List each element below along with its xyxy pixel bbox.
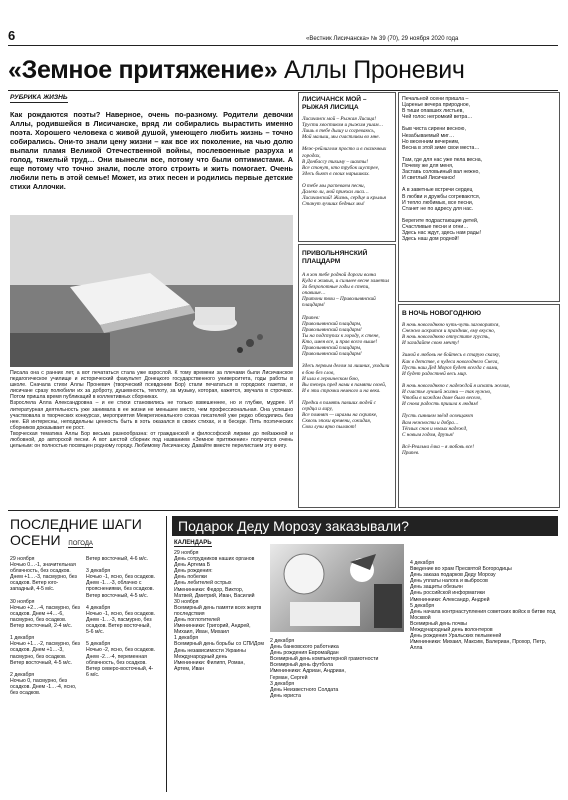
calendar-tag: КАЛЕНДАРЬ <box>174 540 212 546</box>
weather-col2: Ветер восточный, 4-6 м/с. 3 декабря Ночью -1, ясно, без осадков. Днем -1…-3, облачно с прояснениями, без осадков. Ветер восточный, 4-5 м/с. 4 декабря Ночью -1, ясно, без осадков. Днем -1…-3, пасмурно, без осадков. Ветер восточный, 5-6 м/с. 5 декабря Ночью -2, ясно, без осадков. Днем -2…-4, переменная облачность, без осадков. Ветер северо-восточный, 4-6 м/с. <box>86 556 156 678</box>
weather-title-line2: ОСЕНИ <box>10 532 61 548</box>
santa-illustration <box>270 544 404 632</box>
weather-title-line1: ПОСЛЕДНИЕ ШАГИ <box>10 516 142 532</box>
body-text: Писала она с ранних лет, а вот печататься стала уже взрослой. К тому времени за плечами были Лисичанское педагогическое училище и исторический факультет Донецкого государственного университета, годы работы в школе. Сначала стихи Аллы Проневич (творческий псевдоним Бор) стали печататься в городских газетах, и лисичане сразу полюбили их за доброту, душевность, теплоту, за музыку, которая, кажется, звучала в строчках. Потом пришла время публикаций в коллективных сборниках. Взрослела Алла Александровна – и ее стихи становились не только взвешеннее, но и глубже, мудрее. И литературная деятельность уже занимала в ее жизни не меньшее место, чем профессиональная. Она успешно участвовала в творческих конкурсах, мероприятия Межрегионального союза писателей уже редко обходились без нее. Ей интересны, неподдельны ценность быть в хоть оказался в своих стихах, и в беседе. Пять поэтических сборников доказывает ее рост. Творческая тематика Аллы Бор весьма разнообразна: от гражданской и философской лирики до пейзажной и любовной, до авторской песни. А вот шестой сборник под названием «Земное притяжение» получился очень цельным: он полностью посвящен родному городу. Любимому Лисичанску. Давайте вместе перелистаем эту книгу. <box>10 370 293 450</box>
calendar-left: 29 ноября День сотрудников наших органов День Артема Б День рождения: День побелки День лебителей острых Именинники: Федор, Виктор, Матвей, Дмитрий, Иван, Василий 30 ноября Всемирный день памяти всех жертв последствия День поглотителей Именинники: Григорий, Андрей, Михаил, Иван, Михаил 1 декабря Всемирный день борьбы со СПИДом День независимости Украины Международный день Именинники: Филипп, Роман, Артем, Иван <box>174 550 264 672</box>
header-rule <box>8 45 558 46</box>
lead-text: Как рождаются поэты? Наверное, очень по-разному. Родители девочки Аллы, родившейся в Лисичанске, вряд ли собирались вырастить именно поэта. Хорошего человека с живой душой, умеющего любить жизнь – точно собирались. Они-то знали цену жизни – как все их поколение, на чью долю выпали пламя Великой Отечественной войны, послевоенные разруха и голод, тяжелый труд… Они вынесли все, потому что были оптимистами. А еще потому что точно знали, после этого строить и жить помогает. Очень любили петь в этой семье! Может, из этих песен и родились первые детские стихи Аллочки. <box>10 110 293 191</box>
weather-title <box>10 516 168 552</box>
section-rule <box>8 510 558 511</box>
poem-fox-title: ЛИСИЧАНСК МОЙ – РЫЖАЯ ЛИСИЦА <box>302 96 367 111</box>
poem-fox-text: Лисичанск мой – Рыжая Лисица! Трусти хвостиком и рыжим ушам… Лишь в тебе дышу и согреваюсь, Мой малыш, мы счастливы во мне. Меж-рейлиглом просто и в сказочных городах, В Донбассу тихиму – шахты! Все стонут, кто трубок шустрее, Здесь бьют в своих нарышках. О тебе мы распеваем песни, Далеко ли, мой приехал лиса… Лисичанский! Жизнь, сердце и крылья Станут лучших бедных мы! <box>302 116 387 208</box>
calendar-mid: 2 декабря День банковского работника День рождения Евромайдан Всемирный день компьютерной грамотности Всемирный день футбола Именинники: Адриан, Андриан, Герман, Сергей 3 декабря День Неизвестного Солдата День юриста <box>270 638 379 699</box>
poem-newyear-text: В ночь новогоднюю чуть-чуть заговорится, Снежно искрится и праздник, ему вкусно, В ночь новогоднюю отпустите грусть, И загадайте свою мечту! Зимой в любовь не бойтесь в старую сказку, Как в детстве, в чудеса новогоднего Снега, Пусть наш Дед Мороз будет всегда с вами, И будет радостней весь мир. В ночь новогоднюю с надеждой я искать желая, И счастье лучшей жизни — так нужно, Чтобы в каждом доме было весело, И снова радость пришла к людям! Пусть сиянием звёзд освещают Вам нежности и добра… Тёплых снов и новых надежд, С новым годом, друзья! Всё-Реальна ёлка – я любовь все! Припев. <box>402 322 510 456</box>
calendar-right: 4 декабря Введение во храм Пресвятой Богородицы День заказа подарков Деду Морозу День уплаты налога и выбросов День защиты обезьян День российской информатики Именинники: Александр, Андрей 5 декабря День начала контрнаступления советских войск в битве под Москвой Всемирный день почвы Международный день волонтеров День рождения Уральских пельменей Именинники: Михаил, Максим, Валериан, Прохор, Петр, Алла <box>410 560 556 652</box>
book-photo <box>10 215 293 367</box>
rubric-label: РУБРИКА ЖИЗНЬ <box>10 94 68 101</box>
page-number: 6 <box>8 28 16 43</box>
weather-divider <box>166 516 167 792</box>
headline-author: Аллы Проневич <box>283 56 465 84</box>
poem-plain-title: ПРИВОЛЬНЯНСКИЙ ПЛАЦДАРМ <box>302 250 368 265</box>
headline <box>8 55 563 85</box>
poem-newyear-title: В НОЧЬ НОВОГОДНЮЮ <box>402 310 482 317</box>
publication-info: «Вестник Лисичанска» № 39 (70), 29 ноября 2020 года <box>306 36 459 42</box>
headline-rule <box>8 90 558 91</box>
santa-photo <box>270 544 404 632</box>
santa-banner: Подарок Деду Морозу заказывали? <box>172 516 558 536</box>
weather-tag: ПОГОДА <box>68 541 93 547</box>
book-illustration <box>10 215 293 367</box>
poem-right-text: Печальной осени пришла – Царенье вечера природное, В тиши опавших листьев, Чей голос негромкий ветра… Быв чиста сирени весною, Незабываемый миг… Но весенним вечерним, Весна в этой зиме свои места… Там, где для нас уже пела весна, Почему же для меня, Заставь соловьиный вал нежно, И светлый Лисичанск! А в заветные встречи сердец В любви и дружбы согреваются, И тепло любимых, все песни, Станет не по адресу для нас. Берегите подрастающие детей, Счастливые песни и огни… Здесь нас ждут, здесь нам рады! Здесь наш дом родной! <box>402 96 483 243</box>
poem-plain-text: А я хоч тебе родной дороги волна Куда в живых, и сильнее весне заметил За безропотные годы в степи, опавшие… Притони твои – Привольнянский плацдарм! Припев: Привольнянский плацдарм, Привольнянский плацдарм! Ты на подступах к городу, к стене, Кто, имея все, и прав всего выше! Привольнянский плацдарм, Привольнянский плацдарм! Здесь первым делом за лишних, уходили в бою без слов, И шли в героическом бою, Вы теперь пред нами в памяти своей, И в эти строчки немного и на века. Предки в память павших людей с сердца и лиру, Все помнят — шрамы на скрипке, Сквозь эпохи времени, ожидая, Свои лучи ярко пылают! <box>302 272 390 431</box>
weather-col1: 29 ноября Ночью 0…-1, значительная облачность, без осадков. Днем +1…-3, пасмурно, без осадков. Ветер юго-западный, 4-5 м/с. 30 ноября Ночью +2…-4, пасмурно, без осадков. Днем +4…-6, пасмурно, без осадков. Ветер восточный, 2-4 м/с. 1 декабря Ночью +1…-2, пасмурно, без осадков. Днем +1…-3, пасмурно, без осадков. Ветер восточный, 4-5 м/с. 2 декабря Ночью 0, пасмурно, без осадков. Днем -1…-4, ясно, без осадков. <box>10 556 80 697</box>
headline-title: «Земное притяжение» <box>8 56 278 84</box>
